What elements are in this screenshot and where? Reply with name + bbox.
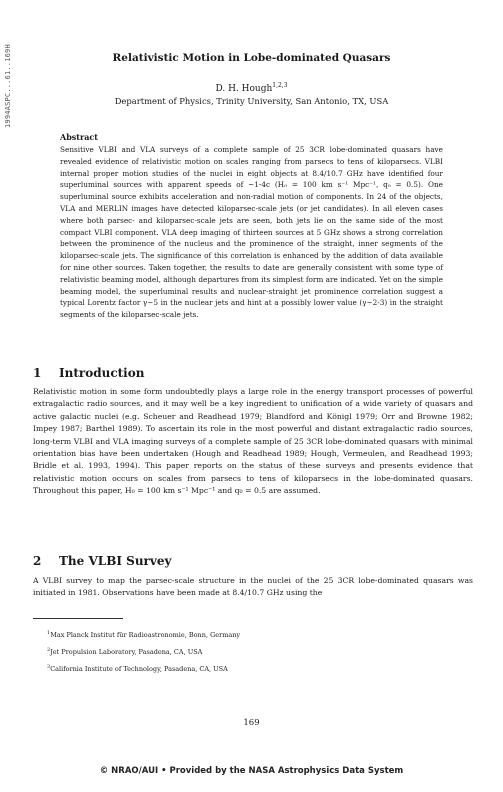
footnote-1: [33, 628, 487, 640]
section-2-title: The VLBI Survey: [59, 554, 172, 568]
author-line: [0, 82, 503, 94]
abstract-heading: Abstract: [60, 132, 98, 142]
footnote-3-text: California Institute of Technology, Pasadena, CA, USA: [50, 665, 228, 674]
footnote-2-text: Jet Propulsion Laboratory, Pasadena, CA, USA: [50, 648, 203, 657]
page-number: 169: [243, 718, 260, 728]
author-affiliation: Department of Physics, Trinity University, San Antonio, TX, USA: [114, 96, 389, 106]
section-2-text: A VLBI survey to map the parsec-scale structure in the nuclei of the 25 3CR lobe-dominated quasars was initiated in 1981. Observations have been made at 8.4/10.7 GHz using the: [33, 576, 473, 598]
abstract-text: Sensitive VLBI and VLA surveys of a complete sample of 25 3CR lobe-dominated quasars have revealed evidence of relativistic motion on scales ranging from parsecs to tens of kiloparsecs. VLBI internal proper motion studies of the nuclei in eight objects at 8.4/10.7 GHz have identified four superluminal sources with apparent speeds of ~1-4c (H₀ = 100 km s⁻¹ Mpc⁻¹, q₀ = 0.5). One superluminal source exhibits acceleration and non-radial motion of components. In 24 of the objects, VLA and MERLIN images have detected kiloparsec-scale jets (or jet candidates). In all eleven cases where both parsec- and kiloparsec-scale jets are seen, both jets lie on the same side of the most compact VLBI component. VLA deep imaging of thirteen sources at 5 GHz shows a strong correlation between the prominence of the nucleus and the prominence of the straight, inner segments of the kiloparsec-scale jets. The significance of this correlation is enhanced by the addition of data available for nine other sources. Taken together, the results to date are generally consistent with some type of relativistic beaming model, although departures from its simplest form are indicated. Yet on the simple beaming model, the superluminal results and nuclear-straight jet prominence correlation suggest a typical Lorentz factor γ~5 in the nuclear jets and hint at a possibly lower value (γ~2-3) in the straight segments of the kiloparsec-scale jets.: [60, 145, 443, 320]
section-2-heading: [33, 554, 171, 568]
section-1-title: Introduction: [59, 366, 145, 380]
footnote-2: [33, 645, 487, 657]
abstract-block: [60, 132, 443, 321]
section-2-number: 2: [33, 554, 42, 568]
footnote-3: [33, 662, 487, 674]
author-name: D. H. Hough: [215, 84, 273, 94]
footnote-3-mark: 3: [47, 664, 51, 670]
footnote-1-mark: 1: [47, 630, 51, 636]
ads-bibcode-stamp: 1994ASPC...61..169H: [4, 44, 12, 128]
ads-footer: © NRAO/AUI • Provided by the NASA Astrophysics Data System: [99, 766, 404, 776]
section-1-text: Relativistic motion in some form undoubtedly plays a large role in the energy transport processes of powerful extragalactic radio sources, and it may well be a key ingredient to unification of a wide variety of quasars and active galactic nuclei (e.g. Scheuer and Readhead 1979; Blandford and Königl 1979; Orr and Browne 1982; Impey 1987; Barthel 1989). To ascertain its role in the most powerful and distant extragalactic radio sources, long-term VLBI and VLA imaging surveys of a complete sample of 25 3CR lobe-dominated quasars with minimal orientation bias have been undertaken (Hough and Readhead 1989; Hough, Vermeulen, and Readhead 1993; Bridle et al. 1993, 1994). This paper reports on the status of these surveys and presents evidence that relativistic motion occurs on scales from parsecs to tens of kiloparsecs in the lobe-dominated quasars. Throughout this paper, H₀ = 100 km s⁻¹ Mpc⁻¹ and q₀ = 0.5 are assumed.: [33, 387, 473, 496]
paper-title: Relativistic Motion in Lobe-dominated Quasars: [112, 52, 391, 64]
section-1-heading: [33, 366, 144, 380]
section-1-number: 1: [33, 366, 42, 380]
footnote-1-text: Max Planck Institut für Radioastronomie, Bonn, Germany: [50, 631, 241, 640]
footnote-2-mark: 2: [47, 647, 51, 653]
footnote-rule: [33, 618, 123, 619]
author-affiliation-marks: 1,2,3: [272, 82, 288, 89]
